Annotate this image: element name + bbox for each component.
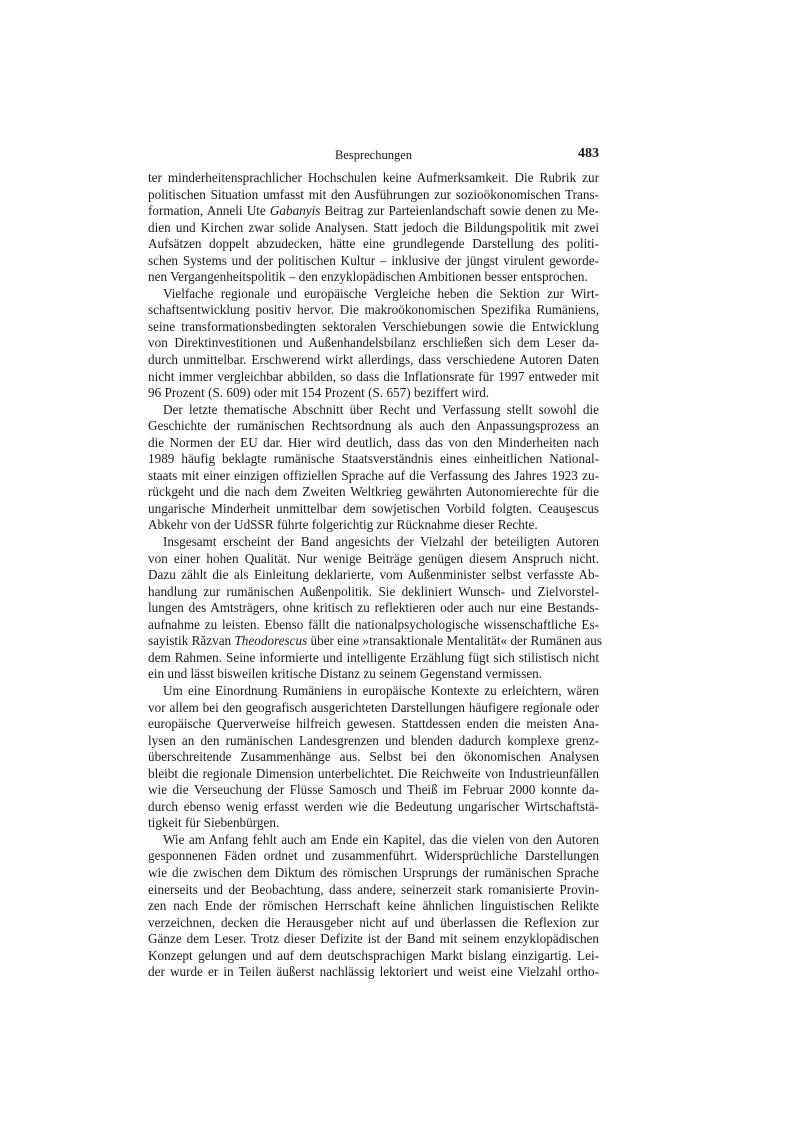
text-line: [148, 352, 599, 369]
text-line: [148, 716, 599, 733]
text-line: [148, 335, 599, 352]
text-run: Wie am Anfang fehlt auch am Ende ein Kapitel, das die vielen von den Autoren: [163, 831, 599, 847]
text-line: [148, 848, 599, 865]
text-line: [148, 584, 599, 601]
italic-name: Gabanyis: [269, 203, 321, 219]
text-run: wie die zwischen dem Diktum des römischen Ursprungs der rumänischen Sprache: [148, 864, 599, 880]
text-run: politischen Situation umfasst mit den Ausführungen zur sozioökonomischen Trans-: [148, 186, 599, 202]
text-run: gesponnenen Fäden ordnet und zusammenführt. Widersprüchliche Darstellungen: [148, 848, 599, 864]
text-line: [148, 302, 599, 319]
text-line: [148, 600, 599, 617]
text-run: 1989 häufig beklagte rumänische Staatsverständnis eines einheitlichen National-: [148, 451, 599, 467]
text-line: [148, 402, 599, 419]
text-line: [148, 633, 603, 650]
text-line: [148, 650, 599, 667]
text-run: Vielfache regionale und europäische Vergleiche heben die Sektion zur Wirt-: [163, 285, 599, 301]
text-run: Dazu zählt die als Einleitung deklarierte, vom Außenminister selbst verfasste Ab-: [148, 567, 599, 583]
text-run: lungen des Amtsträgers, ohne kritisch zu reflektieren oder auch nur eine Bestands-: [148, 600, 599, 616]
text-run: rückgeht und die nach dem Zweiten Weltkrieg gewährten Autonomierechte für die: [148, 484, 599, 500]
text-line: [148, 666, 599, 683]
text-line: [148, 617, 599, 634]
text-line: [148, 749, 599, 766]
text-run: Geschichte der rumänischen Rechtsordnung als auch den Anpassungsprozess an: [148, 418, 599, 434]
text-line: [148, 319, 599, 336]
text-run: lysen an den rumänischen Landesgrenzen und blenden dadurch komplexe grenz-: [148, 732, 599, 748]
text-run: Aufsätzen doppelt abzudecken, hätte eine grundlegende Darstellung des politi-: [148, 236, 599, 252]
text-run: Gänze dem Leser. Trotz dieser Defizite ist der Band mit seinem enzyklopädischen: [148, 931, 599, 947]
text-line: [148, 451, 599, 468]
page-number: 483: [578, 146, 599, 161]
text-run: Beitrag zur Parteienlandschaft sowie denen zu Me-: [320, 203, 599, 219]
text-line: [148, 236, 599, 253]
text-line: [148, 782, 599, 799]
text-run: tigkeit für Siebenbürgen.: [148, 815, 280, 831]
text-run: wie die Verseuchung der Flüsse Samosch und Theiß im Februar 2000 konnte da-: [148, 782, 599, 798]
text-line: [148, 534, 599, 551]
text-run: formation, Anneli Ute: [148, 203, 270, 219]
text-line: [148, 832, 599, 849]
text-run: dien und Kirchen zwar solide Analysen. Statt jedoch die Bildungspolitik mit zwei: [148, 219, 599, 235]
text-run: nicht immer vergleichbar abbilden, so dass die Inflationsrate für 1997 entweder mit: [148, 368, 599, 384]
text-run: Insgesamt erscheint der Band angesichts der Vielzahl der beteiligten Autoren: [163, 534, 599, 550]
text-run: zen nach Ende der römischen Herrschaft keine ähnlichen linguistischen Relikte: [148, 898, 599, 914]
text-run: die Normen der EU dar. Hier wird deutlich, dass das von den Minderheiten nach: [148, 434, 599, 450]
text-line: [148, 815, 599, 832]
text-line: [148, 948, 599, 965]
running-header: [148, 146, 599, 164]
text-run: der wurde er in Teilen äußerst nachlässig lektoriert und weist eine Vielzahl ortho-: [148, 964, 599, 980]
text-run: staats mit einer einzigen offiziellen Sprache auf die Verfassung des Jahres 1923 zu-: [148, 467, 599, 483]
text-run: bleibt die regionale Dimension unterbelichtet. Die Reichweite von Industrieunfällen: [148, 765, 599, 781]
text-run: ter minderheitensprachlicher Hochschulen keine Aufmerksamkeit. Die Rubrik zur: [148, 170, 599, 185]
text-line: [148, 567, 599, 584]
text-line: [148, 385, 599, 402]
text-line: [148, 484, 599, 501]
text-line: [148, 799, 599, 816]
text-line: [148, 253, 599, 270]
body-text: [148, 170, 603, 981]
text-line: [148, 898, 599, 915]
text-run: überschreitende Zusammenhänge aus. Selbst bei den ökonomischen Analysen: [148, 749, 599, 765]
text-line: [148, 915, 599, 932]
text-run: europäische Querverweise hilfreich gewesen. Stattdessen enden die meisten Ana-: [148, 716, 599, 732]
text-line: [148, 203, 599, 220]
text-run: durch ebenso wenig erfasst werden wie die Bedeutung ungarischer Wirtschaftstä-: [148, 798, 599, 814]
text-run: durch unmittelbar. Erschwerend wirkt allerdings, dass verschiedene Autoren Daten: [148, 352, 599, 368]
text-line: [148, 418, 599, 435]
text-line: [148, 468, 599, 485]
text-run: Um eine Einordnung Rumäniens in europäische Kontexte zu erleichtern, wären: [163, 682, 599, 698]
text-line: [148, 865, 599, 882]
text-run: Abkehr von der UdSSR führte folgerichtig zur Rücknahme dieser Rechte.: [148, 517, 538, 533]
text-run: schen Systems und der politischen Kultur – inklusive der jüngst virulent geworde-: [148, 252, 599, 268]
text-run: vor allem bei den geografisch ausgerichteten Darstellungen häufigere regionale oder: [148, 699, 599, 715]
text-run: 96 Prozent (S. 609) oder mit 154 Prozent (S. 657) beziffert wird.: [148, 385, 490, 401]
text-run: sayistik Răzvan: [148, 633, 235, 649]
text-run: dem Rahmen. Seine informierte und intelligente Erzählung fügt sich stilistisch nicht: [148, 649, 599, 665]
text-line: [148, 501, 599, 518]
text-run: einerseits und der Beobachtung, dass andere, seinerzeit stark romanisierte Provin-: [148, 881, 599, 897]
text-line: [148, 517, 599, 534]
text-line: [148, 435, 599, 452]
text-line: [148, 551, 599, 568]
text-run: schaftsentwicklung positiv hervor. Die makroökonomischen Spezifika Rumäniens,: [148, 302, 599, 318]
text-run: Der letzte thematische Abschnitt über Recht und Verfassung stellt sowohl die: [163, 401, 599, 417]
text-run: verzeichnen, decken die Herausgeber nicht auf und überlassen die Reflexion zur: [148, 914, 599, 930]
text-line: [148, 170, 599, 187]
text-run: ungarische Minderheit unmittelbar dem sowjetischen Vorbild folgten. Ceauşescus: [148, 500, 599, 516]
text-run: über eine »transaktionale Mentalität« der Rumänen aus: [307, 633, 603, 649]
running-title: Besprechungen: [334, 148, 413, 162]
text-line: [148, 766, 599, 783]
text-line: [148, 882, 599, 899]
text-run: von Direktinvestitionen und Außenhandelsbilanz erschließen sich dem Leser da-: [148, 335, 599, 351]
text-line: [148, 286, 599, 303]
text-run: ein und lässt bisweilen kritische Distanz zu seinem Gegenstand vermissen.: [148, 666, 543, 682]
italic-name: Theodorescus: [234, 633, 308, 649]
text-line: [148, 964, 599, 981]
text-line: [148, 733, 599, 750]
text-line: [148, 683, 599, 700]
text-run: handlung zur rumänischen Außenpolitik. Sie dekliniert Wunsch- und Zielvorstel-: [148, 583, 599, 599]
text-run: seine transformationsbedingten sektoralen Verschiebungen sowie die Entwicklung: [148, 318, 599, 334]
text-run: aufnahme zu leisten. Ebenso fällt die nationalpsychologische wissenschaftliche Es-: [148, 616, 599, 632]
text-run: Konzept gelungen und auf dem deutschsprachigen Markt bislang einzigartig. Lei-: [148, 947, 599, 963]
text-line: [148, 269, 599, 286]
text-line: [148, 700, 599, 717]
text-line: [148, 369, 599, 386]
text-run: nen Vergangenheitspolitik – den enzyklopädischen Ambitionen besser entsprochen.: [148, 269, 588, 285]
text-line: [148, 220, 599, 237]
text-line: [148, 187, 599, 204]
text-line: [148, 931, 599, 948]
text-run: von einer hohen Qualität. Nur wenige Beiträge genügen diesem Anspruch nicht.: [148, 550, 599, 566]
